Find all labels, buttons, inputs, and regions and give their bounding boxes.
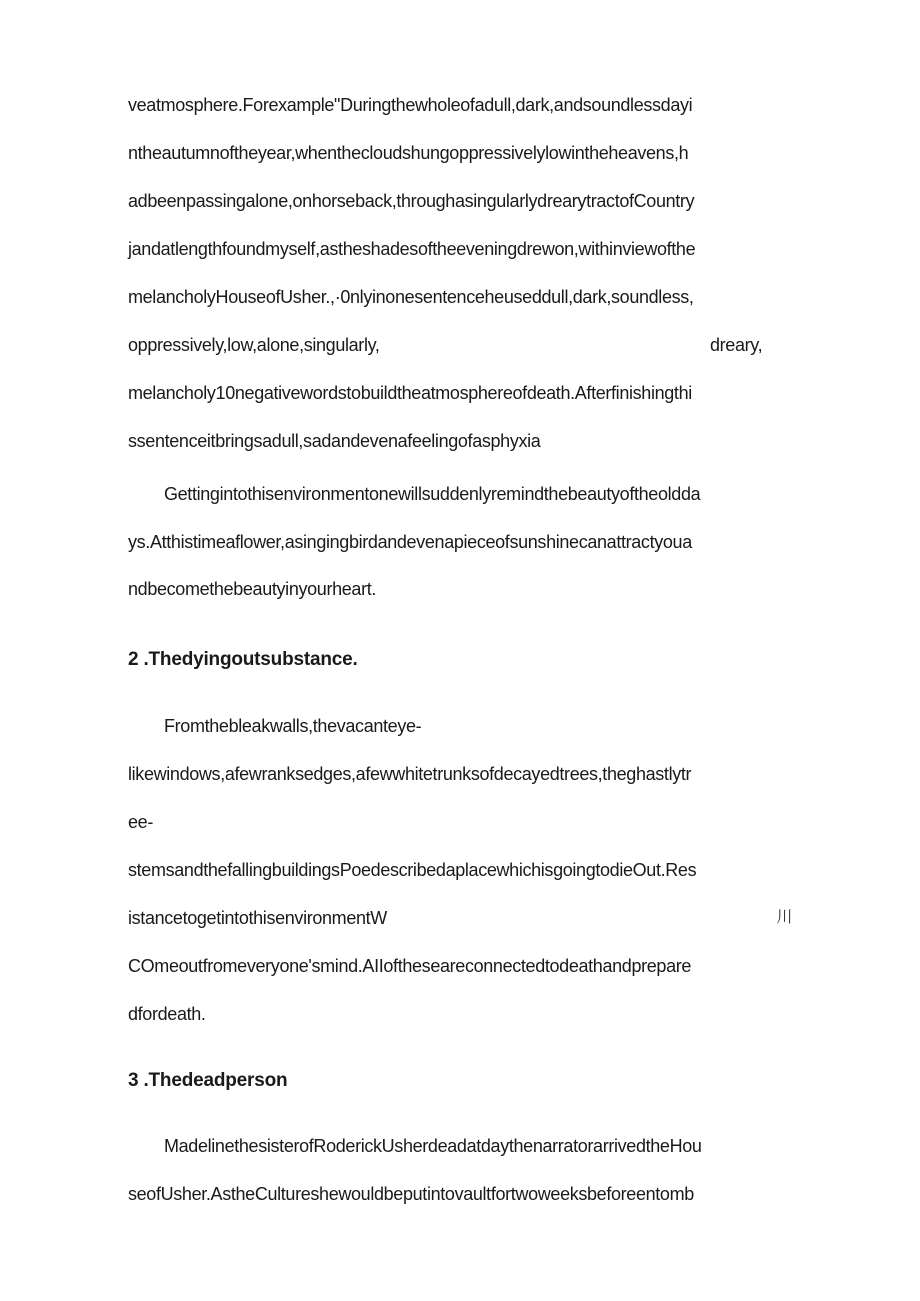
paragraph-line: stemsandthefallingbuildingsPoedescribedaplacewhichisgoingtodieOut.Res: [128, 860, 697, 880]
paragraph-line: adbeenpassingalone,onhorseback,throughasingularlydrearytractofCountry: [128, 191, 695, 211]
paragraph-line: MadelinethesisterofRoderickUsherdeadatdaythenarratorarrivedtheHou: [164, 1136, 702, 1156]
paragraph-line: dfordeath.: [128, 1004, 206, 1024]
margin-mark: 川: [776, 909, 792, 926]
paragraph-line: ssentenceitbringsadull,sadandevenafeelingofasphyxia: [128, 431, 541, 451]
paragraph-line: ntheautumnoftheyear,whenthecloudshungoppressivelylowintheheavens,h: [128, 143, 689, 163]
line-text: istancetogetintothisenvironmentW: [128, 908, 387, 928]
paragraph-line: likewindows,afewranksedges,afewwhitetrunksofdecayedtrees,theghastlytr: [128, 764, 692, 784]
paragraph-line: ndbecomethebeautyinyourheart.: [128, 579, 377, 599]
paragraph-line-with-mark: [128, 906, 792, 930]
paragraph-line: veatmosphere.Forexample"Duringthewholeofadull,dark,andsoundlessdayi: [128, 95, 693, 115]
paragraph-line: ee-: [128, 812, 153, 832]
paragraph-line: seofUsher.AstheCultureshewouldbeputintovaultfortwoweeksbeforeentomb: [128, 1184, 694, 1204]
paragraph-line: melancholyHouseofUsher.,·0nlyinonesentenceheuseddull,dark,soundless,: [128, 287, 694, 307]
line-left-segment: oppressively,low,alone,singularly,: [128, 335, 380, 355]
section-heading: 3 .Thedeadperson: [128, 1070, 288, 1091]
section-heading: 2 .Thedyingoutsubstance.: [128, 649, 358, 670]
line-right-segment: dreary,: [710, 335, 763, 355]
paragraph-line: melancholy10negativewordstobuildtheatmosphereofdeath.Afterfinishingthi: [128, 383, 692, 403]
paragraph-line: ys.Atthistimeaflower,asingingbirdandevenapieceofsunshinecanattractyoua: [128, 532, 692, 552]
paragraph-line: COmeoutfromeveryone'smind.AIIoftheseareconnectedtodeathandprepare: [128, 956, 692, 976]
paragraph-line-split: [128, 333, 792, 357]
paragraph-line: jandatlengthfoundmyself,astheshadesoftheeveningdrewon,withinviewofthe: [128, 239, 696, 259]
paragraph-line: Fromthebleakwalls,thevacanteye-: [164, 716, 422, 736]
paragraph-line: Gettingintothisenvironmentonewillsuddenlyremindthebeautyoftheoldda: [164, 484, 701, 504]
